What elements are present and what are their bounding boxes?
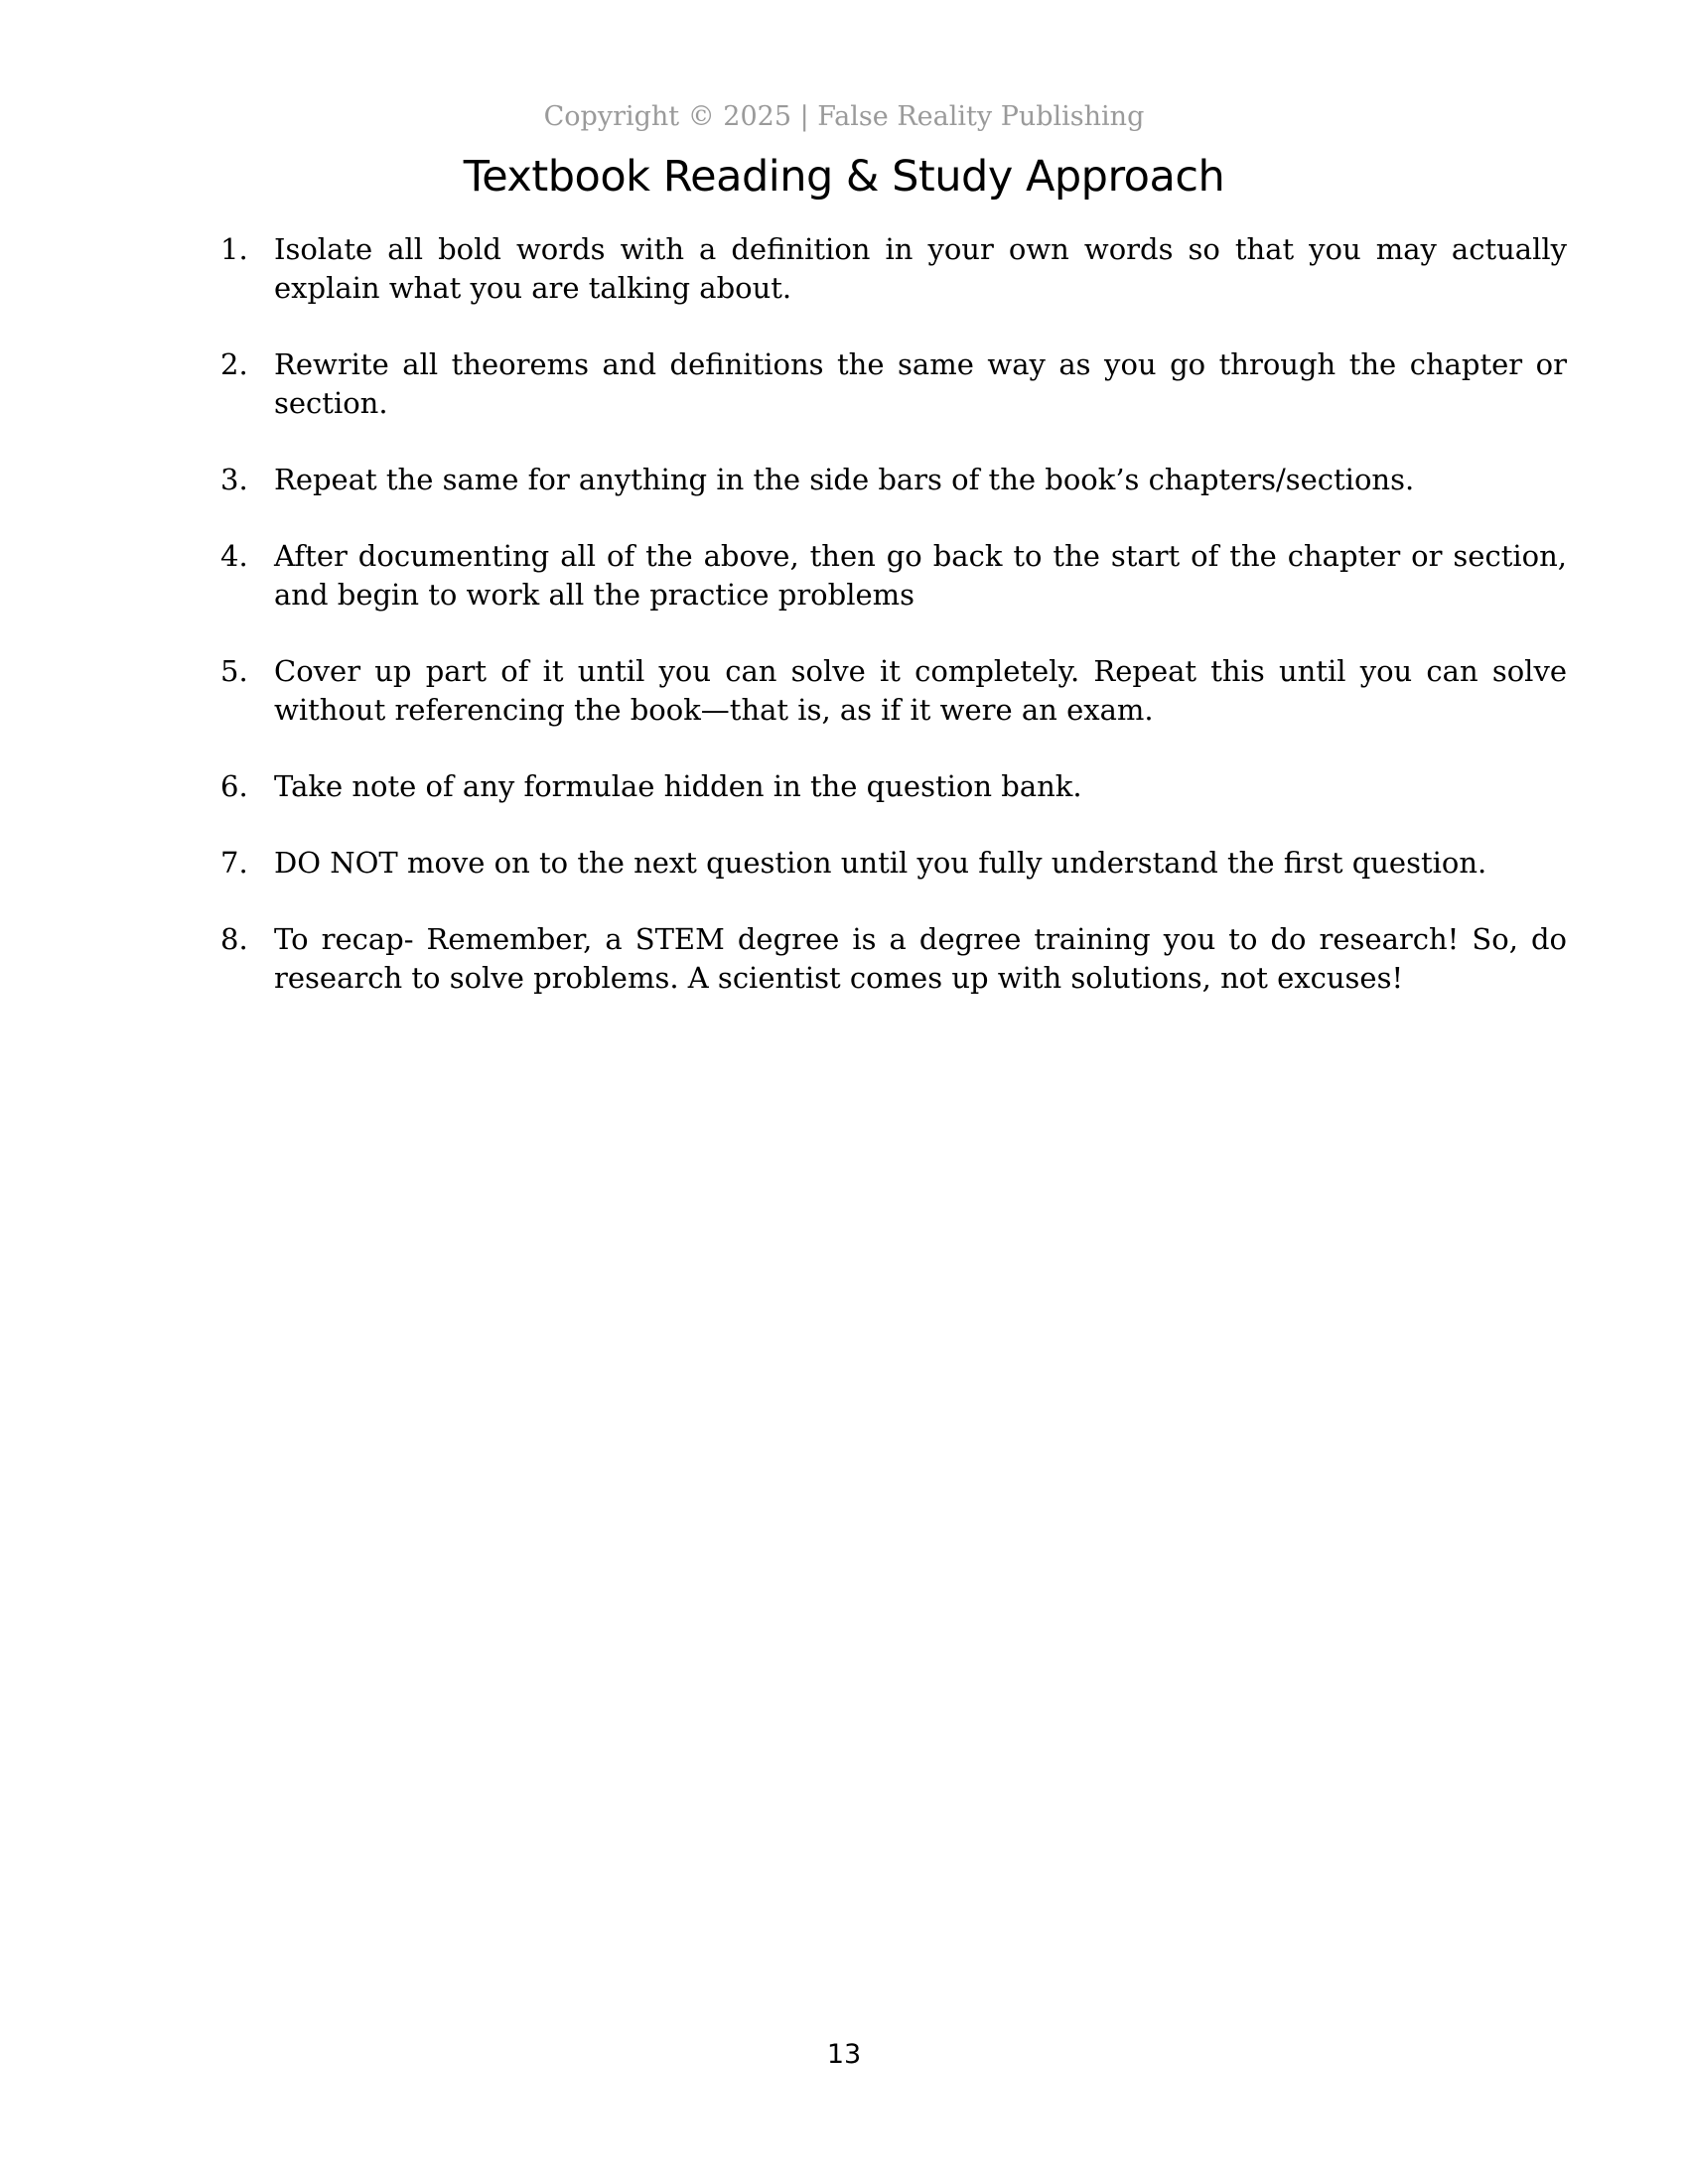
list-item-number: 1.	[220, 232, 248, 266]
list-item-number: 3.	[220, 463, 248, 496]
page-number: 13	[826, 2039, 862, 2070]
list-item	[214, 652, 1567, 730]
list-item-text: Rewrite all theorems and definitions the same way as you go through the chapter or section.	[274, 347, 1567, 420]
list-item	[214, 461, 1567, 499]
list-item-number: 5.	[220, 654, 248, 688]
list-item-text: Take note of any formulae hidden in the question bank.	[274, 769, 1082, 803]
list-item-number: 4.	[220, 539, 248, 573]
list-item-text: To recap- Remember, a STEM degree is a degree training you to do research! So, do research to solve problems. A scientist comes up with solutions, not excuses!	[274, 922, 1567, 995]
list-item	[214, 537, 1567, 614]
page-title: Textbook Reading & Study Approach	[463, 152, 1225, 202]
copyright-notice: Copyright © 2025 | False Reality Publishing	[543, 101, 1145, 132]
list-item-text: Cover up part of it until you can solve it completely. Repeat this until you can solve without referencing the book—that is, as if it were an exam.	[274, 654, 1567, 727]
list-item	[214, 767, 1567, 806]
list-item	[214, 345, 1567, 423]
list-item-text: Isolate all bold words with a definition in your own words so that you may actually explain what you are talking about.	[274, 232, 1567, 305]
list-item-text: DO NOT move on to the next question until you fully understand the first question.	[274, 846, 1487, 880]
study-steps-list	[214, 230, 1567, 1035]
list-item-number: 8.	[220, 922, 248, 956]
list-item-number: 6.	[220, 769, 248, 803]
list-item	[214, 844, 1567, 883]
list-item-number: 7.	[220, 846, 248, 880]
list-item	[214, 920, 1567, 998]
list-item	[214, 230, 1567, 308]
list-item-text: After documenting all of the above, then go back to the start of the chapter or section, and begin to work all the practice problems	[274, 539, 1567, 612]
list-item-text: Repeat the same for anything in the side bars of the book’s chapters/sections.	[274, 463, 1415, 496]
list-item-number: 2.	[220, 347, 248, 381]
